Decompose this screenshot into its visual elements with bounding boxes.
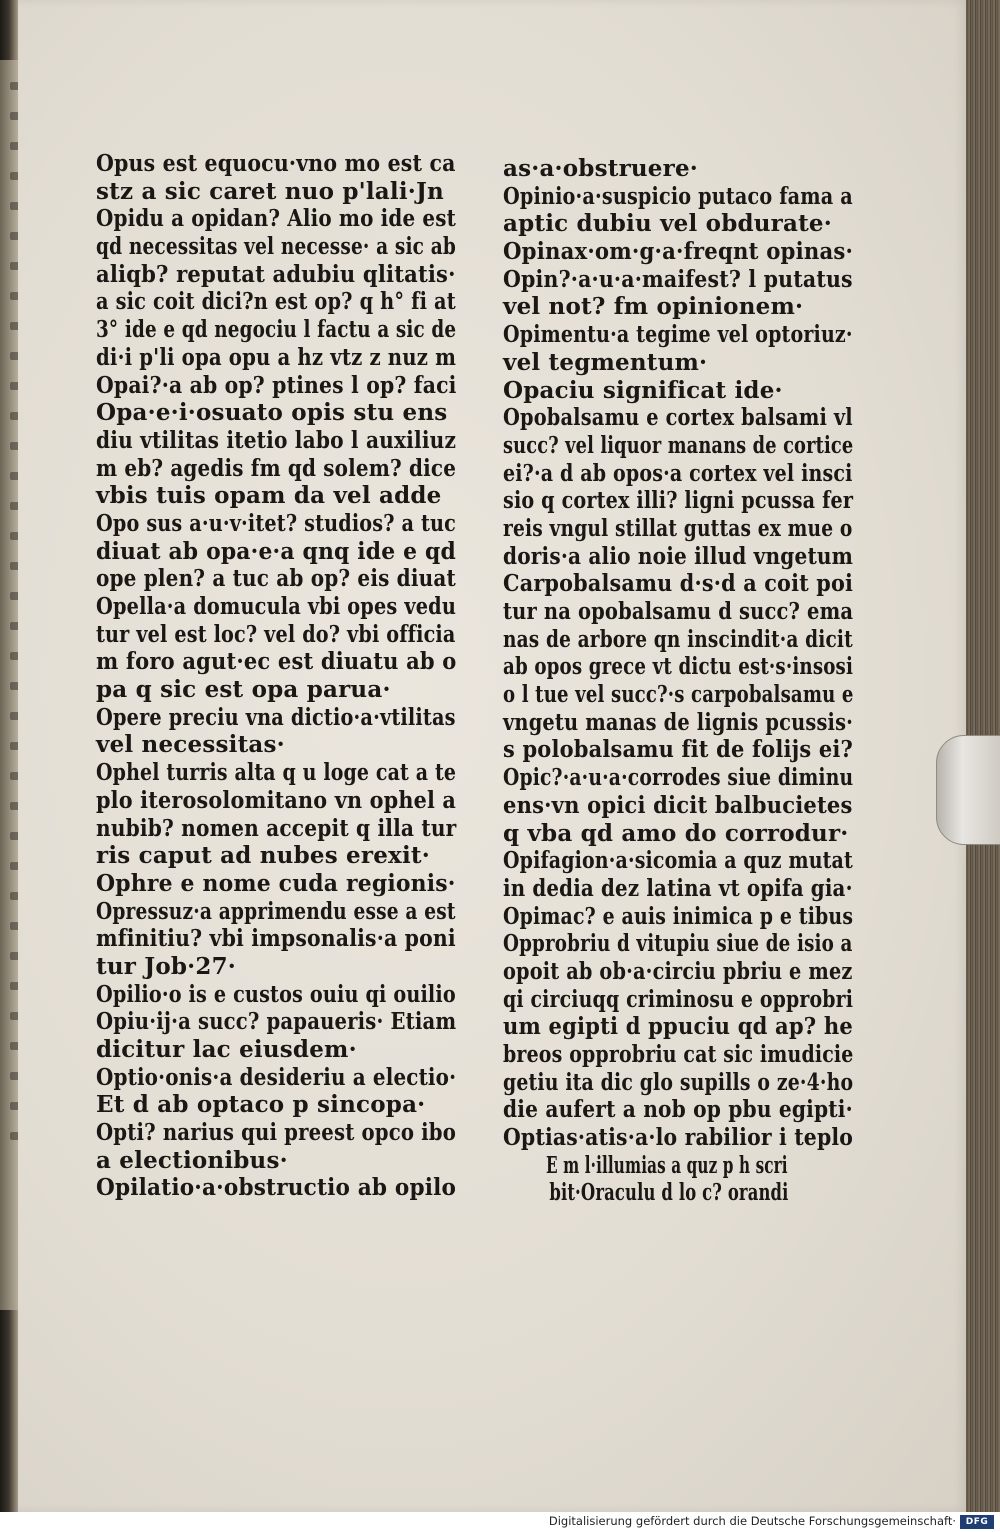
text-line: diu vtilitas itetio labo l auxiliuz: [96, 426, 457, 454]
page-clip: [936, 735, 1000, 845]
text-line: qd necessitas vel necesse· a sic ab: [96, 233, 456, 261]
text-line: Optio·onis·a desideriu a electio·: [96, 1063, 457, 1091]
text-line: Opressuz·a apprimendu esse a est: [96, 897, 456, 925]
text-line: Opiu·ij·a succ? papaueris· Etiam: [96, 1008, 457, 1036]
text-line: vel not? fm opinionem·: [503, 293, 804, 321]
text-line: getiu ita dic glo supills o ze·4·ho: [503, 1068, 854, 1096]
text-line: breos opprobriu cat sic imudicie: [503, 1041, 854, 1068]
text-line: aliqb? reputat adubiu qlitatis·: [96, 260, 456, 288]
text-line: di·i p'li opa opu a hz vtz z nuz m: [96, 343, 457, 371]
text-line: a sic coit dici?n est op? q h° fi at: [96, 288, 456, 316]
text-line: ope plen? a tuc ab op? eis diuat: [96, 565, 456, 593]
text-line: Opifagion·a·sicomia a quz mutat: [503, 847, 853, 875]
text-line: Opprobriu d vitupiu siue de isio a: [503, 930, 853, 958]
text-line: Opere preciu vna dictio·a·vtilitas: [96, 703, 456, 731]
text-line: ens·vn opici dicit balbucietes: [503, 791, 853, 819]
right-text-column: [503, 155, 853, 1207]
text-line: ei?·a d ab opos·a cortex vel insci: [503, 459, 853, 487]
footer-bar: [0, 1512, 1000, 1532]
text-line: vngetu manas de lignis pcussis·: [503, 708, 854, 736]
text-line: Opus est equocu·vno mo est ca: [96, 150, 456, 177]
text-line: um egipti d ppuciu qd ap? he: [503, 1013, 853, 1041]
text-line: Opic?·a·u·a·corrodes siue diminu: [503, 764, 854, 792]
text-line: Opimentu·a tegime vel optoriuz·: [503, 321, 853, 349]
text-line: Opinax·om·g·a·freqnt opinas·: [503, 238, 854, 266]
manuscript-page: [18, 0, 968, 1512]
dfg-logo-icon: DFG: [960, 1515, 994, 1529]
text-line: o l tue vel succ?·s carpobalsamu e: [503, 681, 854, 709]
text-line: vbis tuis opam da vel adde: [96, 482, 442, 510]
text-line: Opo sus a·u·v·itet? studios? a tuc: [96, 509, 457, 537]
text-line: m foro agut·ec est diuatu ab o: [96, 648, 457, 676]
text-line: Opilio·o is e custos ouiu qi ouilio: [96, 980, 456, 1008]
text-line: Opin?·a·u·a·maifest? l putatus: [503, 265, 853, 293]
text-line: Opidu a opidan? Alio mo ide est: [96, 205, 456, 233]
text-line: plo iterosolomitano vn ophel a: [96, 786, 457, 814]
text-line: sio q cortex illi? ligni pcussa fer: [503, 487, 854, 515]
text-line: Ophel turris alta q u loge cat a te: [96, 759, 457, 787]
text-line: in dedia dez latina vt opifa gia·: [503, 874, 853, 902]
text-line: Opobalsamu e cortex balsami vl: [503, 404, 853, 432]
text-line: Opella·a domucula vbi opes vedu: [96, 593, 457, 620]
text-line: opoit ab ob·a·circiu pbriu e mez: [503, 957, 853, 985]
funding-notice: Digitalisierung gefördert durch die Deutsche Forschungsgemeinschaft·: [548, 1514, 956, 1528]
text-line: tur vel est loc? vel do? vbi officia: [96, 620, 456, 648]
text-line: Opinio·a·suspicio putaco fama a: [503, 182, 853, 210]
text-line: s polobalsamu fit de folijs ei?: [503, 736, 853, 764]
text-line: diuat ab opa·e·a qnq ide e qd: [96, 537, 456, 565]
text-line: ab opos grece vt dictu est·s·insosi: [503, 653, 854, 681]
text-line: qi circiuqq criminosu e opprobri: [503, 985, 854, 1013]
text-line: pa q sic est opa parua·: [96, 676, 391, 704]
text-line: Ophre e nome cuda regionis·: [96, 869, 456, 897]
text-line: nubib? nomen accepit q illa tur: [96, 814, 457, 842]
text-line: Opti? narius qui preest opco ibo: [96, 1119, 457, 1147]
text-line: Opimac? e auis inimica p e tibus: [503, 902, 854, 930]
left-text-column: [96, 150, 456, 1202]
text-line: Carpobalsamu d·s·d a coit poi: [503, 570, 854, 598]
text-line: Optias·atis·a·lo rabilior i teplo: [503, 1124, 854, 1152]
text-line: nas de arbore qn inscindit·a dicit: [503, 625, 853, 653]
text-line: tur Job·27·: [96, 952, 236, 980]
text-line: Et d ab optaco p sincopa·: [96, 1091, 426, 1119]
text-line: 3° ide e qd negociu l factu a sic de: [96, 316, 457, 344]
text-line: mfinitiu? vbi impsonalis·a poni: [96, 925, 456, 953]
text-line: Opai?·a ab op? ptines l op? faci: [96, 371, 457, 399]
text-line: as·a·obstruere·: [503, 155, 698, 182]
text-line: dicitur lac eiusdem·: [96, 1036, 357, 1063]
text-line: bit·Oraculu d lo c? orandi: [549, 1179, 789, 1207]
text-line: Opilatio·a·obstructio ab opilo: [96, 1174, 457, 1202]
text-line: vel necessitas·: [96, 731, 285, 759]
text-line: m eb? agedis fm qd solem? dice: [96, 454, 457, 482]
text-line: Opa·e·i·osuato opis stu ens: [96, 399, 448, 427]
text-line: succ? vel liquor manans de cortice: [503, 431, 854, 459]
text-line: a electionibus·: [96, 1146, 288, 1174]
text-line: stz a sic caret nuo p'lali·Jn: [96, 177, 444, 205]
text-line: ris caput ad nubes erexit·: [96, 842, 430, 870]
text-line: E m l·illumias a quz p h scri: [545, 1151, 788, 1179]
text-line: vel tegmentum·: [503, 348, 708, 376]
text-line: die aufert a nob op pbu egipti·: [503, 1096, 853, 1124]
text-line: reis vngul stillat guttas ex mue o: [503, 514, 853, 542]
text-line: aptic dubiu vel obdurate·: [503, 210, 832, 238]
text-line: q vba qd amo do corrodur·: [503, 819, 849, 847]
text-line: doris·a alio noie illud vngetum: [503, 542, 854, 570]
text-line: Opaciu significat ide·: [503, 376, 783, 404]
text-line: tur na opobalsamu d succ? ema: [503, 598, 854, 625]
